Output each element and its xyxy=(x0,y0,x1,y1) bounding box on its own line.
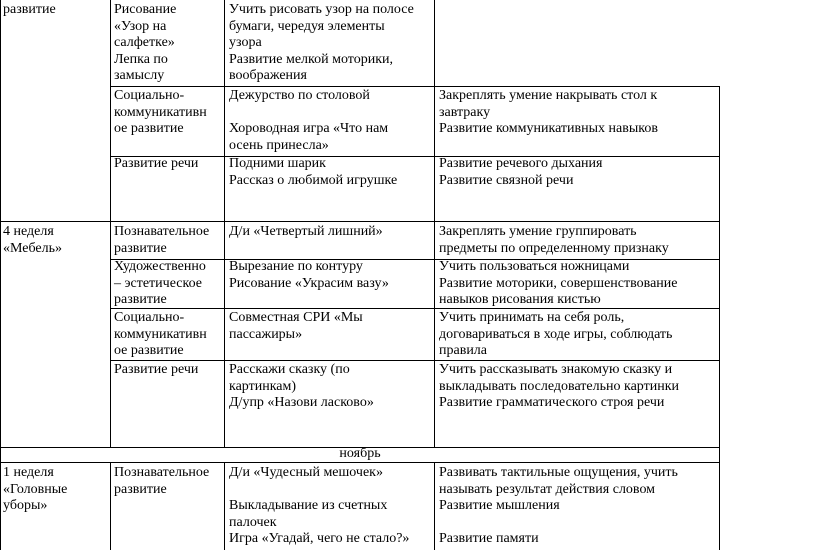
row-7-goal: Учить рассказывать знакомую сказку и выкладывать последовательно картинки Развитие грамматического строя речи xyxy=(439,362,680,411)
row-2-activity: Дежурство по столовой Хороводная игра «Что нам осень принесла» xyxy=(229,88,389,153)
row-5-area: Художественно – эстетическое развитие xyxy=(114,259,206,308)
row-3-goal: Развитие речевого дыхания Развитие связной речи xyxy=(439,156,603,188)
row-8-week: 1 неделя «Головные уборы» xyxy=(3,465,68,514)
row-3-area: Развитие речи xyxy=(114,156,199,171)
row-3-activity: Подними шарик Рассказ о любимой игрушке xyxy=(229,156,398,188)
row-8-activity: Д/и «Чудесный мешочек» Выкладывание из счетных палочек Игра «Угадай, чего не стало?» xyxy=(229,465,410,547)
row-6-area: Социально- коммуникативн ое развитие xyxy=(114,310,207,359)
row-8-goal: Развивать тактильные ощущения, учить называть результат действия словом Развитие мышления Развитие памяти xyxy=(439,465,678,547)
row-7-area: Развитие речи xyxy=(114,362,199,377)
row-4-week: 4 неделя «Мебель» xyxy=(3,224,63,256)
row-1-week: развитие xyxy=(3,2,56,17)
row-4-goal: Закреплять умение группировать предметы по определенному признаку xyxy=(439,224,669,256)
row-4-area: Познавательное развитие xyxy=(114,224,210,256)
row-1-area: Рисование «Узор на салфетке» Лепка по замыслу xyxy=(114,2,177,84)
row-6-activity: Совместная СРИ «Мы пассажиры» xyxy=(229,310,363,342)
row-7-activity: Расскажи сказку (по картинкам) Д/упр «Назови ласково» xyxy=(229,362,374,411)
row-8-area: Познавательное развитие xyxy=(114,465,210,497)
row-2-goal: Закреплять умение накрывать стол к завтраку Развитие коммуникативных навыков xyxy=(439,88,658,137)
row-5-goal: Учить пользоваться ножницами Развитие моторики, совершенствование навыков рисования кистью xyxy=(439,259,678,308)
row-2-area: Социально- коммуникативн ое развитие xyxy=(114,88,207,137)
row-6-goal: Учить принимать на себя роль, договариваться в ходе игры, соблюдать правила xyxy=(439,310,673,359)
row-5-activity: Вырезание по контуру Рисование «Украсим вазу» xyxy=(229,259,389,291)
row-1-activity: Учить рисовать узор на полосе бумаги, чередуя элементы узора Развитие мелкой моторики, воображения xyxy=(229,2,414,84)
row-4-activity: Д/и «Четвертый лишний» xyxy=(229,224,383,239)
month-row-label: ноябрь xyxy=(339,446,381,461)
